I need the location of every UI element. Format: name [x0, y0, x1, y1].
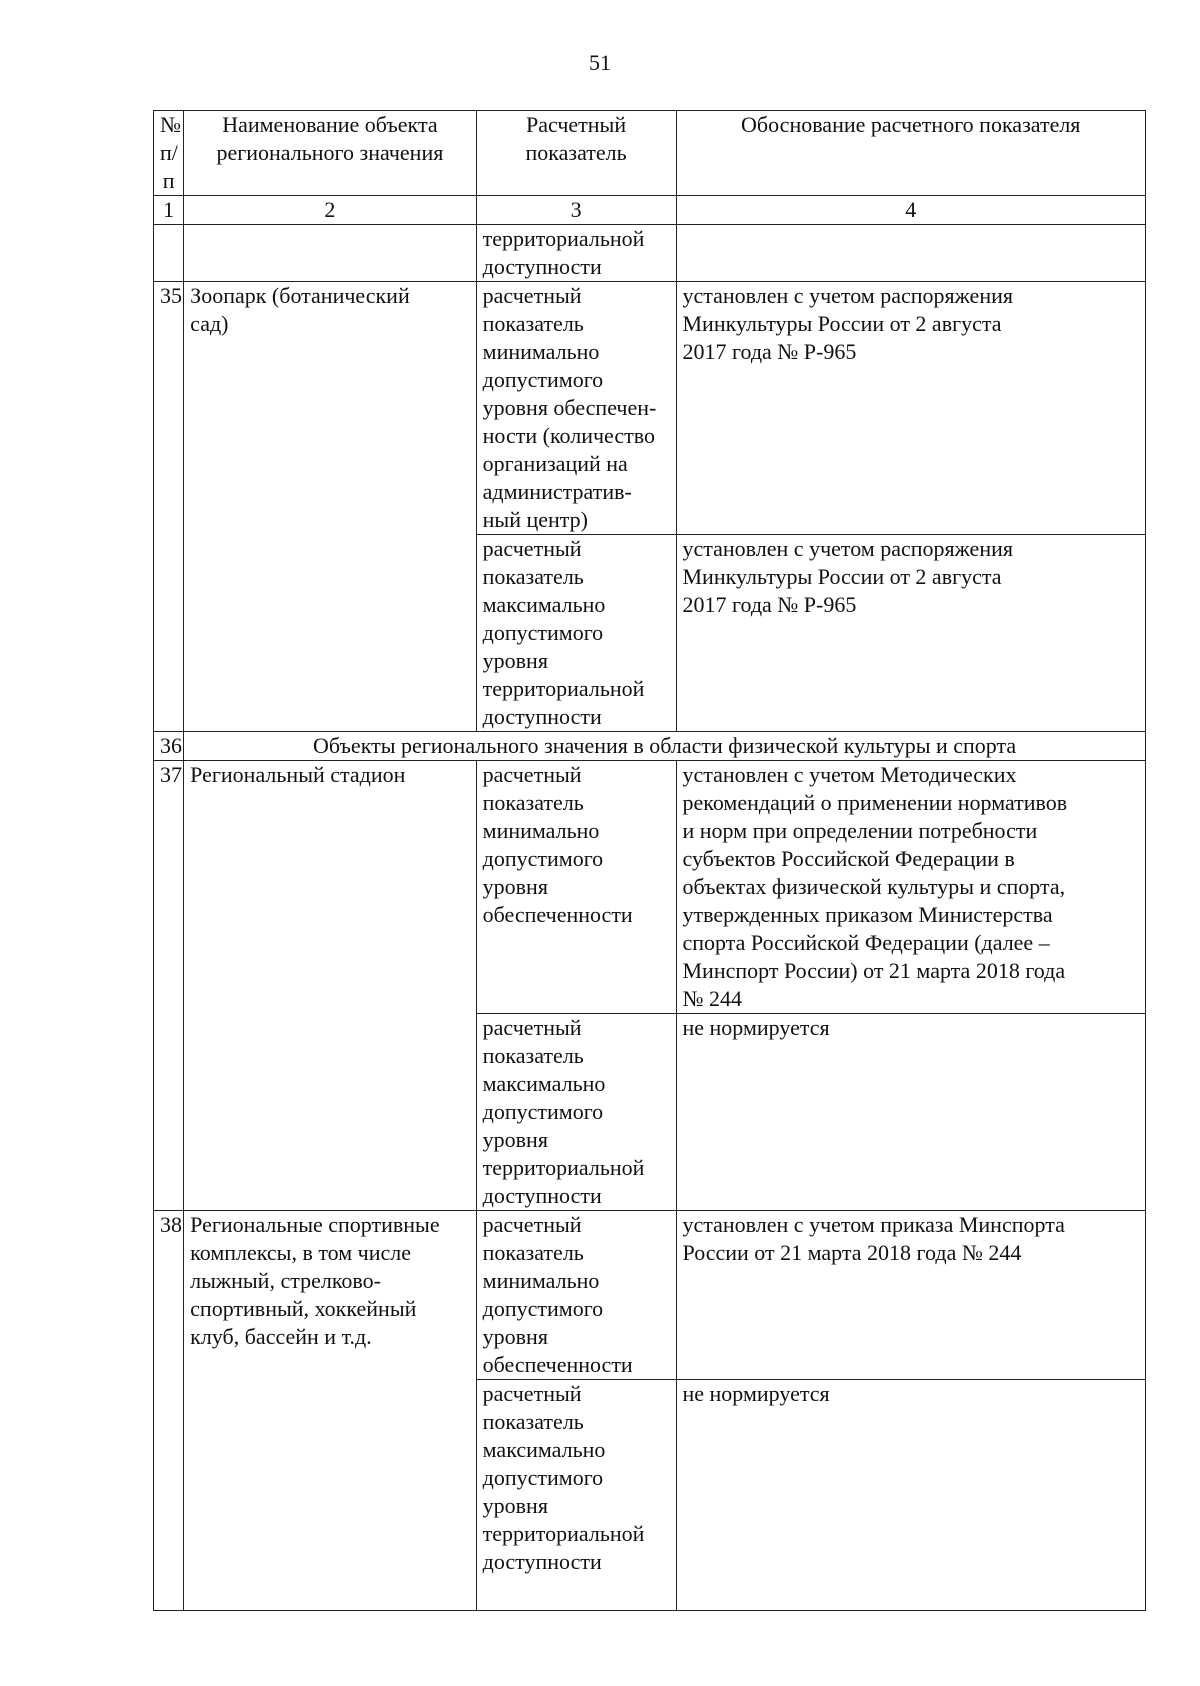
row-number: 38: [154, 1211, 184, 1611]
row-number: 36: [154, 732, 184, 761]
justification-cell: установлен с учетом Методических рекомендаций о применении нормативов и норм при определении потребности субъектов Российской Федерации в объектах физической культуры и спорта, утвержденных приказом Министерства спорта Российской Федерации (далее – Минспорт России) от 21 марта 2018 года № 244: [676, 761, 1146, 1014]
table-row-35: [154, 282, 1146, 535]
table-row-38: [154, 1211, 1146, 1380]
object-name-cell: Региональный стадион: [184, 761, 476, 1211]
indicator-cell: расчетный показатель максимально допустимого уровня территориальной доступности: [476, 535, 676, 732]
indicator-cell: расчетный показатель максимально допустимого уровня территориальной доступности: [476, 1014, 676, 1211]
indicator-cell: территориальной доступности: [476, 225, 676, 282]
indicator-cell: расчетный показатель минимально допустимого уровня обеспеченности: [476, 761, 676, 1014]
header-num: № п/п: [154, 111, 184, 196]
justification-cell: не нормируется: [676, 1380, 1146, 1611]
header-justification: Обоснование расчетного показателя: [676, 111, 1146, 196]
justification-cell: установлен с учетом распоряжения Минкультуры России от 2 августа 2017 года № Р-965: [676, 282, 1146, 535]
column-index-row: [154, 196, 1146, 225]
column-index: 2: [184, 196, 476, 225]
empty-cell: [154, 225, 184, 282]
object-name-cell: Региональные спортивные комплексы, в том числе лыжный, стрелково- спортивный, хоккейный клуб, бассейн и т.д.: [184, 1211, 476, 1611]
empty-cell: [184, 225, 476, 282]
object-name-cell: Зоопарк (ботанический сад): [184, 282, 476, 732]
header-indicator: Расчетный показатель: [476, 111, 676, 196]
section-title-cell: Объекты регионального значения в области физической культуры и спорта: [184, 732, 1146, 761]
indicator-cell: расчетный показатель максимально допустимого уровня территориальной доступности: [476, 1380, 676, 1611]
table-row-37: [154, 761, 1146, 1014]
row-number: 35: [154, 282, 184, 732]
indicator-cell: расчетный показатель минимально допустимого уровня обеспеченности: [476, 1211, 676, 1380]
column-index: 4: [676, 196, 1146, 225]
table-row-continuation: [154, 225, 1146, 282]
column-index: 3: [476, 196, 676, 225]
column-index: 1: [154, 196, 184, 225]
justification-cell: установлен с учетом приказа Минспорта России от 21 марта 2018 года № 244: [676, 1211, 1146, 1380]
justification-cell: не нормируется: [676, 1014, 1146, 1211]
justification-cell: [676, 225, 1146, 282]
row-number: 37: [154, 761, 184, 1211]
table-header-row: [154, 111, 1146, 196]
page-number: 51: [589, 50, 611, 75]
indicator-cell: расчетный показатель минимально допустимого уровня обеспечен- ности (количество организаций на административ- ный центр): [476, 282, 676, 535]
justification-cell: установлен с учетом распоряжения Минкультуры России от 2 августа 2017 года № Р-965: [676, 535, 1146, 732]
indicators-table: [153, 110, 1146, 1611]
table-row-36: [154, 732, 1146, 761]
header-name: Наименование объекта регионального значения: [184, 111, 476, 196]
